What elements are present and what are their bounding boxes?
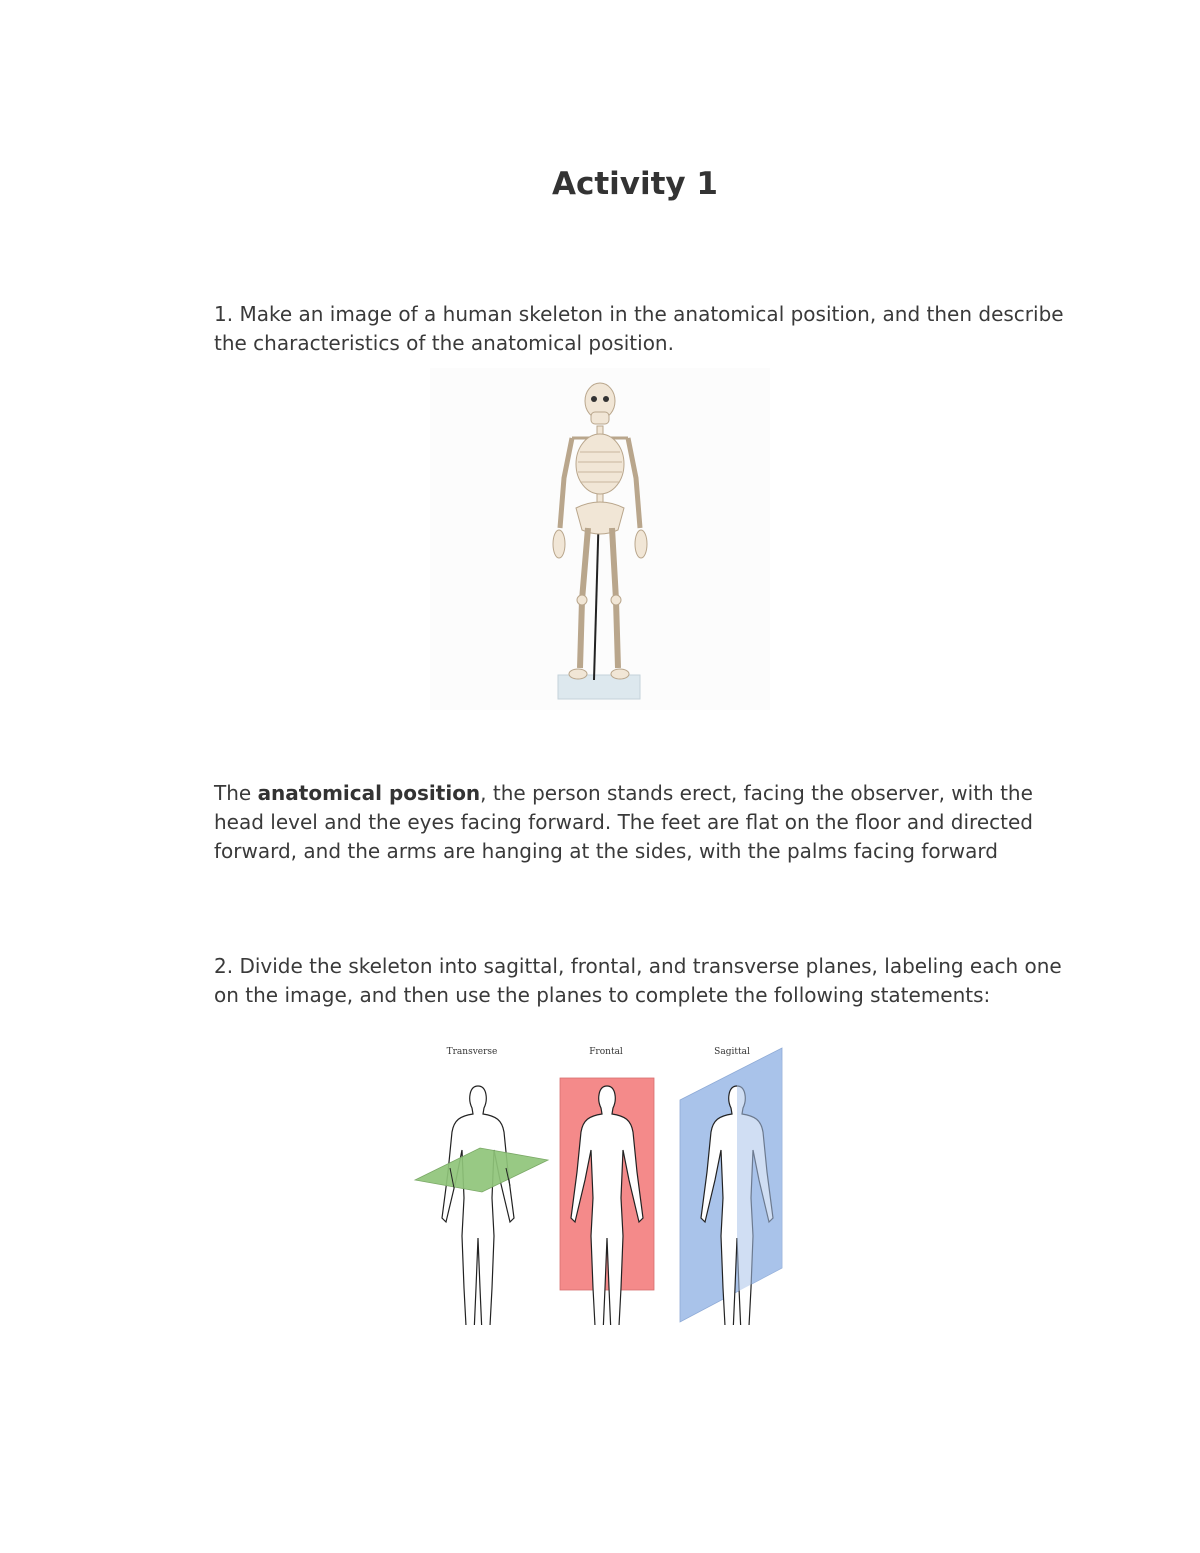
answer-text: The anatomical position, the person stands erect, facing the observer, with the head level and the eyes facing forward. The feet are flat on the floor and directed forward, and the arms are hanging at the sides, with the palms facing forward [214, 781, 1033, 863]
label-sagittal: Sagittal [714, 1047, 750, 1057]
skeleton-image [430, 368, 770, 710]
answer-term: anatomical position [257, 781, 481, 805]
label-transverse: Transverse [446, 1047, 498, 1057]
question-2: 2. Divide the skeleton into sagittal, frontal, and transverse planes, labeling each one on the image, and then use the planes to complete the following statements: [214, 954, 1062, 1007]
question-1: 1. Make an image of a human skeleton in the anatomical position, and then describe the characteristics of the anatomical position. [214, 302, 1064, 355]
body-planes-image [410, 1040, 790, 1325]
label-frontal: Frontal [589, 1047, 623, 1057]
page-title: Activity 1 [551, 166, 719, 202]
